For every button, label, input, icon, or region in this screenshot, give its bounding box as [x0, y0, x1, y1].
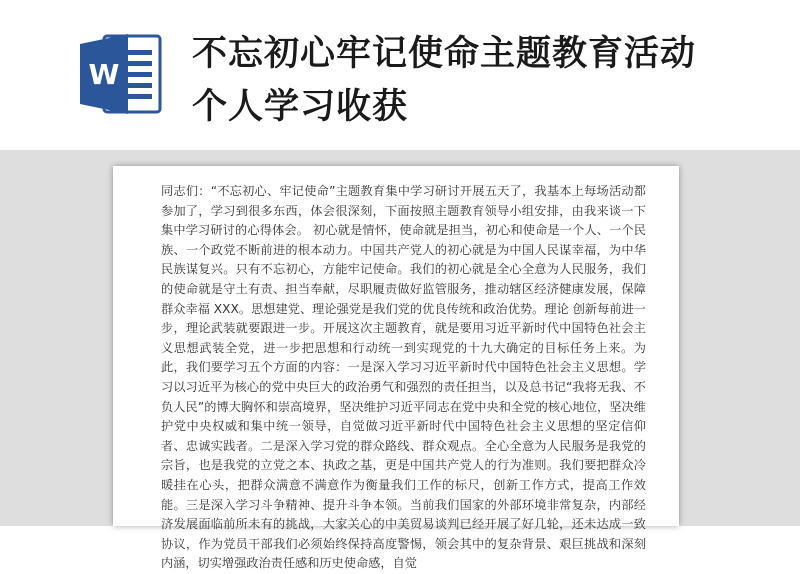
page-title	[192, 28, 782, 134]
word-logo-letter: W	[88, 58, 120, 91]
document-body-text: 同志们：“不忘初心、牢记使命”主题教育集中学习研讨开展五天了，我基本上每场活动都参加了，学习到很多东西，体会很深刻，下面按照主题教育领导小组安排，由我来谈一下集中学习研讨的心得体会。 初心就是情怀，使命就是担当，初心和使命是一个人、一个民族、一个政党不断前进的根本动力。中国共产党人的初心就是为中国人民谋幸福，为中华民族谋复兴。只有不忘初心，方能牢记使命。我们的初心就是全心全意为人民服务，我们的使命就是守土有责、担当奉献，尽职履责做好监管服务，推动辖区经济健康发展，保障群众幸福 XXX。思想建党、理论强党是我们党的优良传统和政治优势。理论 创新每前进一步，理论武装就要跟进一步。开展这次主题教育，就是要用习近平新时代中国特色社会主义思想武装全党，进一步把思想和行动统一到实现党的十九大确定的目标任务上来。为此，我们要学习五个方面的内容：一是深入学习习近平新时代中国特色社会主义思想。学习以习近平为核心的党中央巨大的政治勇气和强烈的责任担当，以及总书记“我将无我、不负人民”的博大胸怀和崇高境界，坚决维护习近平同志在党中央和全党的核心地位，坚决维护党中央权威和集中统一领导，自觉做习近平新时代中国特色社会主义思想的坚定信仰者、忠诚实践者。二是深入学习党的群众路线、群众观点。全心全意为人民服务是我党的宗旨，也是我党的立党之本、执政之基，更是中国共产党人的行为准则。我们要把群众冷暖挂在心头，把群众满意不满意作为衡量我们工作的标尺，创新工作方式，提高工作效能。三是深入学习斗争精神、提升斗争本领。当前我们国家的外部环境非常复杂，内部经济发展面临前所未有的挑战，大家关心的中美贸易谈判已经开展了好几轮，还未达成一致协议，作为党员干部我们必须始终保持高度警惕，领会其中的复杂背景、艰巨挑战和深刻内涵，切实增强政治责任感和历史使命感，自觉	[161, 184, 646, 571]
word-document-icon	[78, 30, 164, 118]
document-page	[113, 166, 679, 571]
title-line-2: 个人学习收获	[192, 87, 409, 127]
title-line-1: 不忘初心牢记使命主题教育活动	[192, 34, 697, 74]
